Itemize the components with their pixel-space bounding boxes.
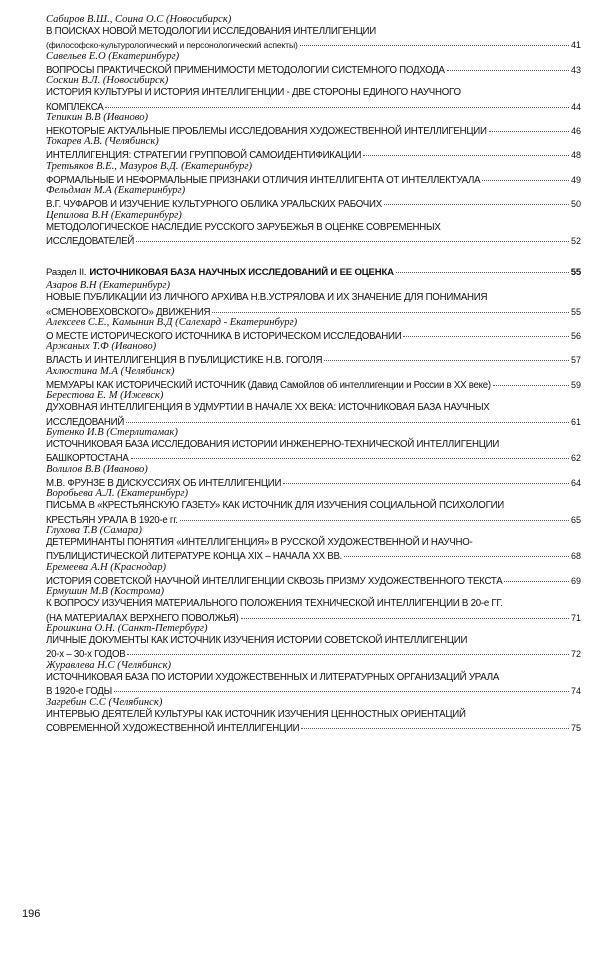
entry-title-text: КРЕСТЬЯН УРАЛА В 1920-е гг.: [46, 514, 178, 526]
entry-title-line: [46, 353, 581, 365]
section-heading: [46, 265, 581, 278]
toc-entry: [46, 427, 581, 464]
entry-title-text: ФОРМАЛЬНЫЕ И НЕФОРМАЛЬНЫЕ ПРИЗНАКИ ОТЛИЧИЯ ИНТЕЛЛИГЕНТА ОТ ИНТЕЛЛЕКТУАЛА: [46, 174, 481, 186]
section-page: 55: [570, 267, 581, 279]
leader-dots: [105, 98, 569, 108]
leader-dots: [126, 413, 569, 423]
leader-dots: [241, 609, 569, 619]
toc-entry: [46, 586, 581, 623]
entry-author: Сабиров В.Ш., Соина О.С (Новосибирск): [46, 14, 232, 25]
toc-entry: [46, 697, 581, 734]
toc-entry: [46, 185, 581, 209]
toc-entry: [46, 525, 581, 562]
section-title: ИСТОЧНИКОВАЯ БАЗА НАУЧНЫХ ИССЛЕДОВАНИЙ И ЕЕ ОЦЕНКА: [89, 267, 394, 279]
entry-title-text: ИСТОЧНИКОВАЯ БАЗА ИССЛЕДОВАНИЯ ИСТОРИИ ИНЖЕНЕРНО-ТЕХНИЧЕСКОЙ ИНТЕЛЛИГЕНЦИИ: [46, 439, 500, 451]
leader-dots: [482, 171, 569, 181]
leader-dots: [283, 474, 569, 484]
entry-page: 68: [570, 551, 581, 562]
entry-author: Журавлева Н.С (Челябинск): [46, 659, 172, 671]
entry-title-line: [46, 100, 581, 112]
entry-author: Соскин В.Л. (Новосибирск): [46, 75, 169, 87]
entry-title-line: [46, 611, 581, 623]
entry-title-text: ЛИЧНЫЕ ДОКУМЕНТЫ КАК ИСТОЧНИК ИЗУЧЕНИЯ ИСТОРИИ СОВЕТСКОЙ ИНТЕЛЛИГЕНЦИИ: [46, 634, 468, 646]
entry-title-text: (НА МАТЕРИАЛАХ ВЕРХНЕГО ПОВОЛЖЬЯ): [46, 612, 239, 624]
entry-page: 69: [570, 575, 581, 586]
entry-page: 72: [570, 649, 581, 660]
leader-dots: [212, 303, 569, 313]
entry-title-text: МЕТОДОЛОГИЧЕСКОЕ НАСЛЕДИЕ РУССКОГО ЗАРУБЕЖЬЯ В ОЦЕНКЕ СОВРЕМЕННЫХ: [46, 221, 441, 233]
entry-title-line: [46, 197, 581, 209]
toc-entry: [46, 366, 581, 390]
entry-title-line: [46, 38, 581, 50]
entry-title-line: [46, 513, 581, 525]
toc-entry: [46, 210, 581, 247]
leader-dots: [300, 36, 569, 46]
entry-page: 50: [570, 199, 581, 210]
leader-dots: [363, 146, 569, 156]
entry-title-text: БАШКОРТОСТАНА: [46, 453, 129, 465]
entry-title-text: ДЕТЕРМИНАНТЫ ПОНЯТИЯ «ИНТЕЛЛИГЕНЦИЯ» В РУССКОЙ ХУДОЖЕСТВЕННОЙ И НАУЧНО-: [46, 536, 473, 548]
toc-entry: [46, 136, 581, 160]
entry-author: Ахлюстина М.А (Челябинск): [46, 365, 175, 377]
entry-author: Еремеева А.Н (Краснодар): [46, 561, 167, 573]
entry-author: Савельев Е.О (Екатеринбург): [46, 50, 180, 62]
entry-title-text: О МЕСТЕ ИСТОРИЧЕСКОГО ИСТОЧНИКА В ИСТОРИЧЕСКОМ ИССЛЕДОВАНИИ: [46, 331, 402, 343]
toc-entry: [46, 75, 581, 112]
entry-page: 43: [570, 64, 581, 75]
entry-title-line: [46, 234, 581, 246]
entry-title-text: В ПОИСКАХ НОВОЙ МЕТОДОЛОГИИ ИССЛЕДОВАНИЯ ИНТЕЛЛИГЕНЦИИ: [46, 26, 376, 37]
entry-title-text: МЕМУАРЫ КАК ИСТОРИЧЕСКИЙ ИСТОЧНИК (Давид Самойлов об интеллигенции и России в XX веке): [46, 379, 491, 391]
toc-entry: [46, 51, 581, 75]
entry-title-line: [46, 451, 581, 463]
leader-dots: [396, 263, 569, 273]
entry-title-text: ИСТОЧНИКОВАЯ БАЗА ПО ИСТОРИИ ХУДОЖЕСТВЕННЫХ И ЛИТЕРАТУРНЫХ ОРГАНИЗАЦИЙ УРАЛА: [46, 671, 500, 683]
entry-title-text: ИНТЕЛЛИГЕНЦИЯ: СТРАТЕГИИ ГРУППОВОЙ САМОИДЕНТИФИКАЦИИ: [46, 150, 362, 162]
leader-dots: [127, 645, 569, 655]
entry-author: Берестова Е. М (Ижевск): [46, 390, 164, 402]
leader-dots: [131, 449, 569, 459]
entry-title-text: НОВЫЕ ПУБЛИКАЦИИ ИЗ ЛИЧНОГО АРХИВА Н.В.УСТРЯЛОВА И ИХ ЗНАЧЕНИЕ ДЛЯ ПОНИМАНИЯ: [46, 292, 488, 304]
entry-title-line: [46, 415, 581, 427]
entry-author: Ерошкина О.Н. (Санкт-Петербург): [46, 622, 208, 634]
entry-title-text: «СМЕНОВЕХОВСКОГО» ДВИЖЕНИЯ: [46, 306, 211, 318]
entry-title-line: [46, 378, 581, 390]
entry-title-text: ПИСЬМА В «КРЕСТЬЯНСКУЮ ГАЗЕТУ» КАК ИСТОЧНИК ДЛЯ ИЗУЧЕНИЯ СОЦИАЛЬНОЙ ПСИХОЛОГИИ: [46, 500, 504, 512]
entry-page: 48: [570, 150, 581, 161]
leader-dots: [324, 351, 569, 361]
toc-entry: [46, 341, 581, 365]
leader-dots: [114, 682, 569, 692]
entry-page: 71: [570, 612, 581, 623]
entry-title-line: [46, 173, 581, 185]
entry-author: Третьяков В.Е., Мазуров В.Д. (Екатеринбург): [46, 160, 253, 172]
leader-dots: [403, 327, 569, 337]
entry-title-text: В 1920-е ГОДЫ: [46, 686, 112, 698]
entry-title-text: НЕКОТОРЫЕ АКТУАЛЬНЫЕ ПРОБЛЕМЫ ИССЛЕДОВАНИЯ ХУДОЖЕСТВЕННОЙ ИНТЕЛЛИГЕНЦИИ: [46, 125, 487, 137]
entry-author: Волилов В.В (Иваново): [46, 463, 148, 475]
entry-page: 57: [570, 355, 581, 366]
toc-entry: [46, 488, 581, 525]
entry-title-line: [46, 148, 581, 160]
entry-title-text: ВОПРОСЫ ПРАКТИЧЕСКОЙ ПРИМЕНИМОСТИ МЕТОДОЛОГИИ СИСТЕМНОГО ПОДХОДА: [46, 64, 445, 76]
entry-page: 59: [570, 379, 581, 390]
toc-entry: [46, 280, 581, 317]
leader-dots: [504, 572, 569, 582]
leader-dots: [493, 376, 569, 386]
toc-entry: [46, 623, 581, 660]
entry-page: 55: [570, 306, 581, 317]
entry-author: Аржаных Т.Ф (Иваново): [46, 341, 157, 353]
entry-title-text: ИНТЕРВЬЮ ДЕЯТЕЛЕЙ КУЛЬТУРЫ КАК ИСТОЧНИК ИЗУЧЕНИЯ ЦЕННОСТНЫХ ОРИЕНТАЦИЙ: [46, 708, 466, 720]
entry-page: 52: [570, 235, 581, 246]
entry-title-text: (философско-культурологический и персонологический аспекты): [46, 40, 298, 51]
entry-title-text: КОМПЛЕКСА: [46, 101, 104, 113]
entry-page: 41: [570, 40, 581, 51]
entry-title-line: [46, 305, 581, 317]
entry-page: 65: [570, 514, 581, 525]
entry-title-text: ВЛАСТЬ И ИНТЕЛЛИГЕНЦИЯ В ПУБЛИЦИСТИКЕ Н.В. ГОГОЛЯ: [46, 355, 323, 367]
entry-title-text: ИСТОРИЯ КУЛЬТУРЫ И ИСТОРИЯ ИНТЕЛЛИГЕНЦИИ - ДВЕ СТОРОНЫ ЕДИНОГО НАУЧНОГО: [46, 87, 461, 99]
entry-author: Алексеев С.Е., Камынин В.Д (Салехард - Екатеринбург): [46, 317, 298, 329]
leader-dots: [384, 195, 569, 205]
entry-title-line: [46, 721, 581, 733]
leader-dots: [344, 547, 569, 557]
entry-page: 74: [570, 686, 581, 697]
entry-title-text: ПУБЛИЦИСТИЧЕСКОЙ ЛИТЕРАТУРЕ КОНЦА XIX – НАЧАЛА XX ВВ.: [46, 551, 343, 563]
entry-title-line: [46, 684, 581, 696]
entry-title-text: К ВОПРОСУ ИЗУЧЕНИЯ МАТЕРИАЛЬНОГО ПОЛОЖЕНИЯ ТЕХНИЧЕСКОЙ ИНТЕЛЛИГЕНЦИИ В 20-е ГГ.: [46, 598, 503, 610]
entry-page: 62: [570, 453, 581, 464]
entry-author: Токарев А.В. (Челябинск): [46, 136, 159, 148]
entry-title-text: 20-х – 30-х ГОДОВ: [46, 649, 126, 661]
entry-page: 64: [570, 477, 581, 488]
entry-title-text: ДУХОВНАЯ ИНТЕЛЛИГЕНЦИЯ В УДМУРТИИ В НАЧАЛЕ XX ВЕКА: ИСТОЧНИКОВАЯ БАЗА НАУЧНЫХ: [46, 402, 490, 414]
toc-entry: [46, 464, 581, 488]
entry-title-line: [46, 647, 581, 659]
entry-page: 44: [570, 101, 581, 112]
toc-part-2: [46, 280, 581, 733]
toc-entry: [46, 14, 581, 51]
entry-title-text: ИССЛЕДОВАНИЙ: [46, 416, 125, 428]
entry-title-line: [46, 124, 581, 136]
entry-author: Ермушин М.В (Кострома): [46, 586, 165, 598]
entry-author: Азаров В.Н (Екатеринбург): [46, 280, 171, 292]
entry-title-line: [46, 63, 581, 75]
entry-title-line: [46, 549, 581, 561]
entry-page: 46: [570, 125, 581, 136]
leader-dots: [489, 122, 569, 132]
entry-author: Цепилова В.Н (Екатеринбург): [46, 209, 182, 221]
entry-title-text: ИССЛЕДОВАТЕЛЕЙ: [46, 235, 135, 247]
entry-title-line: [46, 476, 581, 488]
entry-title-line: [46, 574, 581, 586]
toc-entry: [46, 161, 581, 185]
toc-entry: [46, 317, 581, 341]
leader-dots: [301, 719, 569, 729]
entry-title-line: [46, 329, 581, 341]
entry-author: Фельдман М.А (Екатеринбург): [46, 185, 186, 197]
entry-page: 75: [570, 722, 581, 733]
toc-entry: [46, 562, 581, 586]
toc-entry: [46, 390, 581, 427]
entry-author: Тепикин В.В (Иваново): [46, 111, 149, 123]
table-of-contents: [46, 14, 581, 733]
entry-title-text: В.Г. ЧУФАРОВ И ИЗУЧЕНИЕ КУЛЬТУРНОГО ОБЛИКА УРАЛЬСКИХ РАБОЧИХ: [46, 199, 382, 211]
leader-dots: [447, 61, 569, 71]
entry-page: 49: [570, 174, 581, 185]
toc-entry: [46, 112, 581, 136]
entry-title-text: ИСТОРИЯ СОВЕТСКОЙ НАУЧНОЙ ИНТЕЛЛИГЕНЦИИ СКВОЗЬ ПРИЗМУ ХУДОЖЕСТВЕННОГО ТЕКСТА: [46, 575, 503, 587]
leader-dots: [136, 232, 569, 242]
entry-author: Загребин С.С (Челябинск): [46, 696, 163, 708]
toc-part-1: [46, 14, 581, 246]
entry-author: Воробьева А.Л. (Екатеринбург): [46, 488, 189, 500]
leader-dots: [180, 511, 569, 521]
entry-author: Бутенко И.В (Стерлитамак): [46, 427, 178, 439]
page-number: 196: [22, 908, 41, 920]
entry-author: Глухова Т.В (Самара): [46, 524, 142, 536]
entry-title-text: СОВРЕМЕННОЙ ХУДОЖЕСТВЕННОЙ ИНТЕЛЛИГЕНЦИИ: [46, 722, 300, 734]
section-prefix: Раздел II.: [46, 267, 87, 279]
entry-page: 61: [570, 416, 581, 427]
toc-entry: [46, 660, 581, 697]
entry-page: 56: [570, 331, 581, 342]
entry-title-text: М.В. ФРУНЗЕ В ДИСКУССИЯХ ОБ ИНТЕЛЛИГЕНЦИИ: [46, 477, 282, 489]
